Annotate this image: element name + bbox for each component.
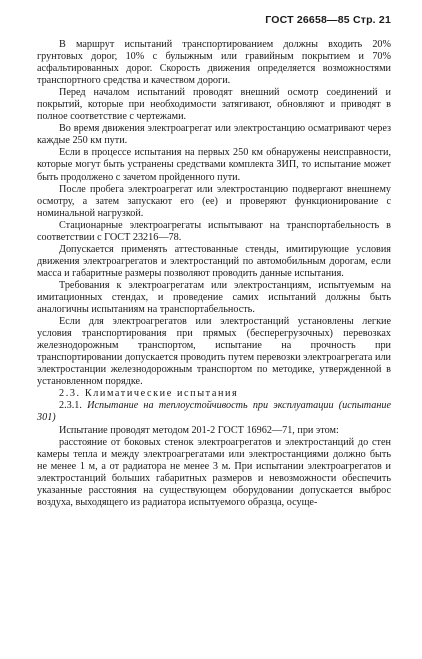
section-heading: 2.3. Климатические испытания <box>59 388 239 400</box>
paragraph: В маршрут испытаний транспортированием должны входить 20% грунтовых дорог, 10% с булыжным или гравийным покрытием и 70% асфальтированных дорог. Скорость движения определяется возможностями транспортного средства и качеством дороги. <box>37 39 391 87</box>
page-header: ГОСТ 26658—85 Стр. 21 <box>265 14 391 26</box>
paragraph: Стационарные электроагрегаты испытывают на транспортабельность в соответствии с ГОСТ 23216—78. <box>37 219 391 243</box>
paragraph: Во время движения электроагрегат или электростанцию осматривают через каждые 250 км пути. <box>37 123 391 147</box>
paragraph: Допускается применять аттестованные стенды, имитирующие условия движения электроагрегатов и электростанций по автомобильным дорогам, если масса и габаритные размеры позволяют проводить данные испытания. <box>37 243 391 279</box>
subsection-heading <box>37 400 391 424</box>
paragraph: После пробега электроагрегат или электростанцию подвергают внешнему осмотру, а затем запускают его (ее) и проверяют функционирование с номинальной нагрузкой. <box>37 183 391 219</box>
document-page <box>37 14 391 509</box>
paragraph: Требования к электроагрегатам или электростанциям, испытуемым на имитационных стендах, и проведение самих испытаний должны быть аналогичны испытаниям на транспортабельность. <box>37 279 391 316</box>
paragraph: Если для электроагрегатов или электростанций установлены легкие условия транспортирования при прямых (бесперегрузочных) перевозках железнодорожным транспортом, испытание на прочность при транспортировании допускается проводить путем перевозки электроагрегата или электростанции железнодорожным транспортом по методике, утвержденной в установленном порядке. <box>37 316 391 388</box>
subsection-number: 2.3.1. <box>59 400 82 412</box>
paragraph: Если в процессе испытания на первых 250 км обнаружены неисправности, которые могут быть устранены средствами комплекта ЗИП, то испытание может быть продолжено с зачетом пройденного пути. <box>37 147 391 183</box>
subsection-title: Испытание на теплоустойчивость при эксплуатации (испытание 301) <box>37 400 391 424</box>
paragraph: Испытание проводят методом 201-2 ГОСТ 16962—71, при этом: <box>59 424 339 436</box>
paragraph: Перед началом испытаний проводят внешний осмотр соединений и покрытий, которые при необходимости затягивают, обновляют и приводят в полное соответствие с чертежами. <box>37 87 391 123</box>
document-body <box>37 39 391 509</box>
paragraph: расстояние от боковых стенок электроагрегатов и электростанций до стен камеры тепла и между электроагрегатами или электростанциями должно быть не менее 1 м, а от радиатора не менее 3 м. При испытании электроагрегатов и электростанций больших габаритных размеров и невозможности обеспечить указанные расстояния на существующем оборудовании допускается выброс воздуха, выходящего из радиатора испытуемого образца, осуще- <box>37 436 391 508</box>
